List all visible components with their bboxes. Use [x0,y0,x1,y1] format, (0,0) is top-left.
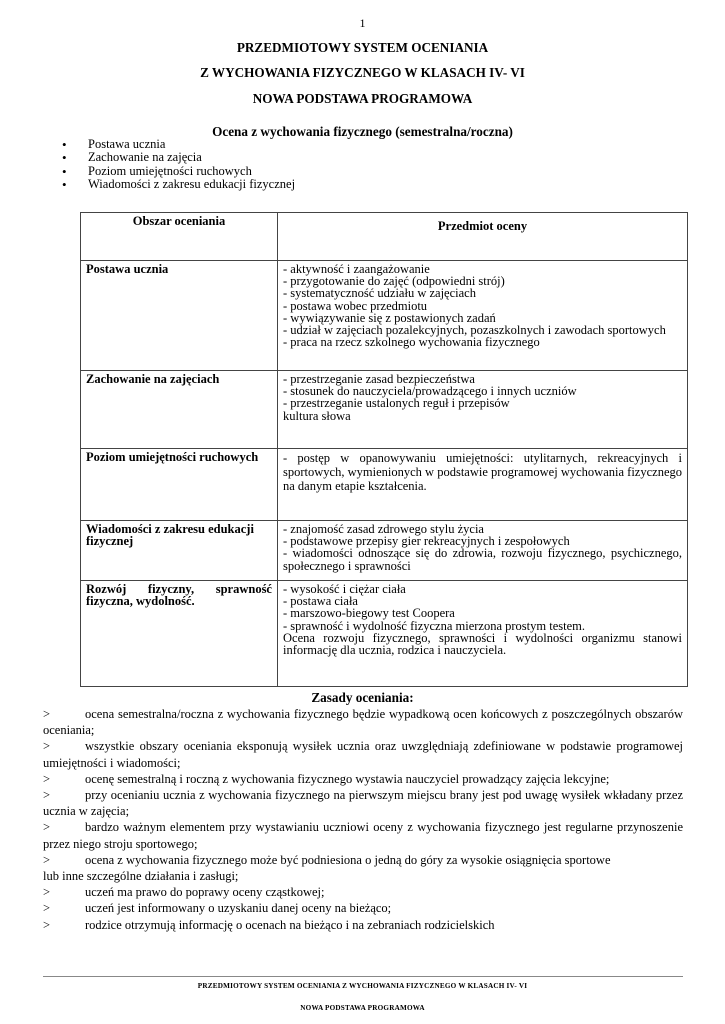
list-item [43,852,683,868]
rule-marker: > [43,739,51,754]
list-item: • Wiadomości z zakresu edukacji fizycznej [60,178,295,191]
rule-continuation: lub inne szczególne działania i zasługi; [43,869,239,884]
subject-line: - postęp w opanowywaniu umiejętności: utylitarnych, rekreacyjnych i sportowych, wymienionych w podstawie programowej wychowania fizycznego na danym etapie kształcenia. [283,451,682,493]
list-item: • Postawa ucznia [60,138,295,151]
rule-text: uczeń jest informowany o uzyskaniu danej oceny na bieżąco; [85,901,392,916]
assessment-areas-list [60,138,295,192]
subject-cell [278,581,688,687]
rule-marker: > [43,707,51,721]
list-item: • Poziom umiejętności ruchowych [60,165,295,178]
subject-line: - wiadomości odnoszące się do zdrowia, rozwoju fizycznego, psychicznego, społecznego i sprawności [283,546,682,573]
subject-line: - systematyczność udziału w zajęciach [283,286,476,301]
table-row [81,521,688,581]
list-item [43,819,683,851]
list-item: • Zachowanie na zajęcia [60,151,295,164]
section-heading: Ocena z wychowania fizycznego (semestralna/roczna) [212,124,513,139]
list-item [43,917,683,933]
column-header-area: Obszar oceniania [81,213,278,261]
assessment-table [80,212,688,687]
rule-text: wszystkie obszary oceniania eksponują wysiłek ucznia oraz uwzględniają zdefiniowane w podstawie programowej umiejętności i wiadomości; [43,739,683,770]
area-cell: Rozwój fizyczny, sprawność fizyczna, wydolność. [81,581,278,687]
doc-title-line-2: Z WYCHOWANIA FIZYCZNEGO W KLASACH IV- VI [200,65,525,80]
subject-line: kultura słowa [283,408,351,423]
subject-line: - praca na rzecz szkolnego wychowania fizycznego [283,335,540,350]
subject-line: - przygotowanie do zajęć (odpowiedni strój) [283,274,505,289]
area-cell: Wiadomości z zakresu edukacji fizycznej [81,521,278,581]
doc-title-line-1: PRZEDMIOTOWY SYSTEM OCENIANIA [236,40,489,55]
footer-line-2: NOWA PODSTAWA PROGRAMOWA [300,1004,425,1012]
subject-line: - stosunek do nauczyciela/prowadzącego i innych uczniów [283,384,577,399]
subject-cell [278,261,688,371]
subject-line: - podstawowe przepisy gier rekreacyjnych i zespołowych [283,534,570,549]
list-item [43,771,683,787]
area-cell: Postawa ucznia [81,261,278,371]
list-item [43,738,683,770]
footer-line-1: PRZEDMIOTOWY SYSTEM OCENIANIA Z WYCHOWANIA FIZYCZNEGO W KLASACH IV- VI [197,982,528,990]
subject-line: Ocena rozwoju fizycznego, sprawności i wydolności organizmu stanowi informację dla ucznia, rodzica i nauczyciela. [283,630,682,658]
rule-marker: > [43,885,51,900]
footer-divider [43,976,683,977]
list-item [43,706,683,738]
rule-text: ocenę semestralną i roczną z wychowania fizycznego wystawia nauczyciel prowadzący zajęcia lekcyjne; [85,771,610,786]
subject-line: - wysokość i ciężar ciała [283,582,406,596]
subject-line: - wywiązywanie się z postawionych zadań [283,310,496,325]
table-row [81,449,688,521]
doc-title-line-3: NOWA PODSTAWA PROGRAMOWA [252,91,473,106]
rule-marker: > [43,852,51,867]
table-header-row [81,213,688,261]
subject-cell [278,371,688,449]
table-row [81,261,688,371]
list-item [43,884,683,900]
rule-text: uczeń ma prawo do poprawy oceny cząstkowej; [85,885,325,900]
rule-text: przy ocenianiu ucznia z wychowania fizycznego na pierwszym miejscu brany jest pod uwagę wysiłek wkładany przez ucznia w zajęcia; [43,788,683,819]
rules-heading: Zasady oceniania: [311,690,414,705]
list-item [43,900,683,916]
subject-line: - marszowo-biegowy test Coopera [283,606,455,621]
subject-line: - postawa wobec przedmiotu [283,298,428,313]
page-number: 1 [359,16,366,30]
subject-cell [278,521,688,581]
subject-line: - przestrzeganie ustalonych reguł i przepisów [283,396,510,411]
rule-text: bardzo ważnym elementem przy wystawianiu uczniowi oceny z wychowania fizycznego jest regularne przynoszenie przez niego stroju sportowego; [43,820,683,851]
subject-line: - postawa ciała [283,594,358,609]
rule-text: ocena semestralna/roczna z wychowania fizycznego będzie wypadkową ocen końcowych z poszczególnych obszarów oceniania; [43,707,683,738]
rule-text: rodzice otrzymują informację o ocenach na bieżąco i na zebraniach rodzicielskich [85,917,495,932]
subject-line: - przestrzeganie zasad bezpieczeństwa [283,372,475,386]
rule-marker: > [43,771,51,786]
list-item [43,787,683,819]
rule-marker: > [43,917,51,932]
rule-marker: > [43,788,51,803]
area-cell: Zachowanie na zajęciach [81,371,278,449]
subject-cell [278,449,688,521]
table-row [81,581,688,687]
subject-line: - aktywność i zaangażowanie [283,262,430,276]
rules-list [43,706,683,933]
subject-line: - udział w zajęciach pozalekcyjnych, pozaszkolnych i zawodach sportowych [283,323,666,338]
table-row [81,371,688,449]
area-cell: Poziom umiejętności ruchowych [81,449,278,521]
subject-line: - sprawność i wydolność fizyczna mierzona prostym testem. [283,618,585,633]
column-header-subject: Przedmiot oceny [278,213,688,261]
rule-marker: > [43,901,51,916]
rule-marker: > [43,820,51,835]
rule-text: ocena z wychowania fizycznego może być podniesiona o jedną do góry za wysokie osiągnięcia sportowe [85,852,611,867]
subject-line: - znajomość zasad zdrowego stylu życia [283,522,484,536]
